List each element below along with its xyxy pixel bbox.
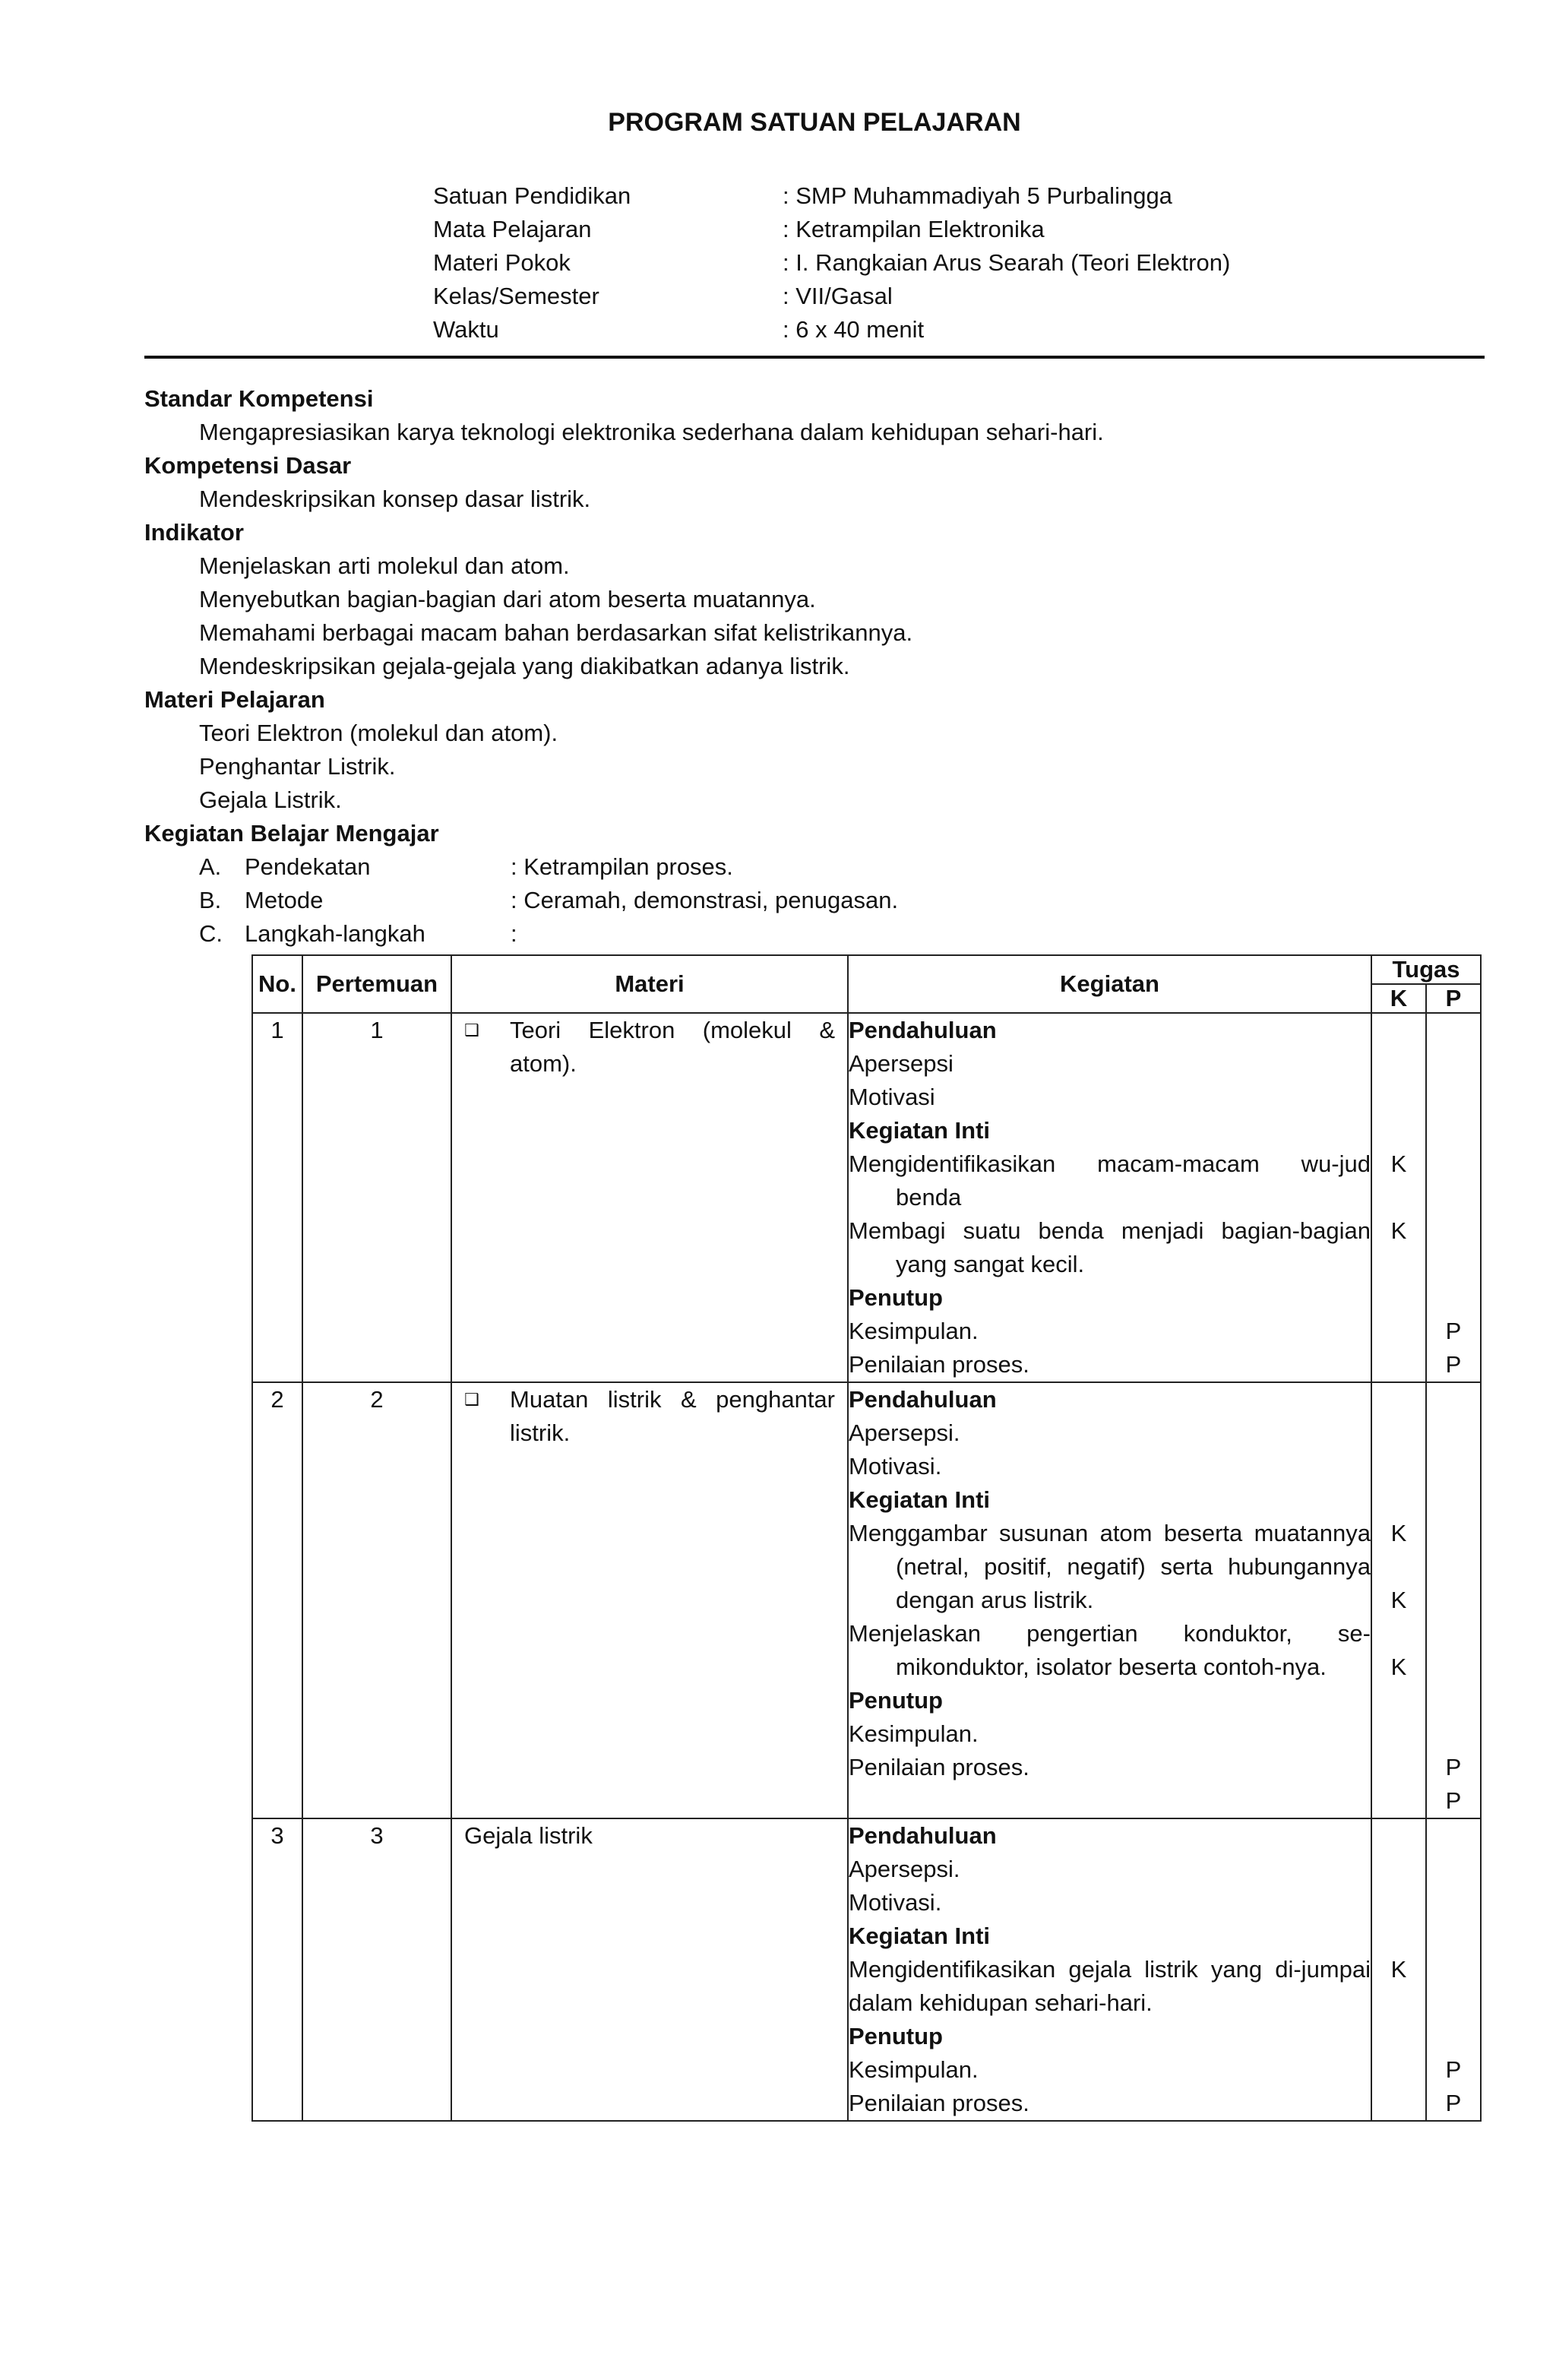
cell-kegiatan [848,1818,1371,2121]
checkbox-bullet-icon: ❑ [464,1021,479,1040]
info-label: Kelas/Semester [433,283,599,309]
kegiatan-step [144,917,1104,951]
cell-tugas-k [1371,1818,1426,2121]
section-heading: Indikator [144,519,244,546]
info-row [433,313,1230,347]
info-row [433,213,1230,246]
kegiatan-item: Motivasi. [849,1889,942,1916]
tugas-p-mark: P [1445,1318,1462,1344]
tugas-p-mark: P [1445,1351,1462,1378]
step-label: Langkah-langkah [245,920,425,947]
cell-kegiatan [848,1382,1371,1818]
info-value: : SMP Muhammadiyah 5 Purbalingga [783,182,1172,209]
document-title: PROGRAM SATUAN PELAJARAN [608,108,1021,137]
info-row [433,280,1230,313]
kegiatan-heading: Kegiatan Inti [849,1117,991,1144]
cell-materi [451,1382,848,1818]
kegiatan-item: Penilaian proses. [849,1754,1029,1780]
kegiatan-heading: Pendahuluan [849,1386,997,1413]
table-row [252,1818,1481,2121]
tugas-k-mark: K [1390,1150,1407,1177]
document-body [144,382,1104,951]
info-label: Waktu [433,316,499,343]
header-info [433,179,1230,347]
materi-text: Teori Elektron (molekul & atom). [510,1017,835,1077]
kegiatan-item: Motivasi [849,1084,935,1110]
table-row [252,1013,1481,1382]
kegiatan-item: Apersepsi. [849,1856,960,1882]
cell-no: 1 [252,1013,302,1382]
info-row [433,179,1230,213]
section-text: Mengapresiasikan karya teknologi elektronika sederhana dalam kehidupan sehari-hari. [199,419,1104,445]
cell-tugas-p [1426,1382,1481,1818]
kegiatan-item: Kesimpulan. [849,1720,979,1747]
header-k: K [1371,984,1426,1013]
materi-text: Muatan listrik & penghantar listrik. [510,1386,835,1446]
kegiatan-item: Apersepsi. [849,1419,960,1446]
info-value: : Ketrampilan Elektronika [783,216,1045,242]
tugas-k-mark: K [1390,1520,1407,1546]
step-letter: B. [199,887,222,913]
kegiatan-item: Penilaian proses. [849,1351,1029,1378]
tugas-p-mark: P [1445,2056,1462,2083]
section-text: Mendeskripsikan konsep dasar listrik. [199,486,591,512]
table-header-row [252,955,1481,984]
tugas-p-mark: P [1445,1754,1462,1780]
step-label: Pendekatan [245,853,371,880]
cell-tugas-k [1371,1013,1426,1382]
materi-item: Teori Elektron (molekul dan atom). [199,720,558,746]
section-heading: Materi Pelajaran [144,686,325,713]
materi-content [452,1014,847,1081]
header-divider [144,356,1485,359]
kegiatan-item: Penilaian proses. [849,2090,1029,2116]
kegiatan-heading: Penutup [849,2023,943,2049]
materi-content [452,1383,847,1450]
info-value: : I. Rangkaian Arus Searah (Teori Elektron) [783,249,1231,276]
step-letter: C. [199,920,223,947]
kegiatan-heading: Penutup [849,1284,943,1311]
cell-materi: Gejala listrik [451,1818,848,2121]
indikator-item: Menjelaskan arti molekul dan atom. [199,552,570,579]
step-value: : Ketrampilan proses. [511,853,733,880]
tugas-k-mark: K [1390,1654,1407,1680]
checkbox-bullet-icon: ❑ [464,1390,479,1409]
info-label: Materi Pokok [433,249,571,276]
cell-pertemuan: 3 [302,1818,451,2121]
kegiatan-activity: Membagi suatu benda menjadi bagian-bagian yang sangat kecil. [849,1217,1371,1277]
info-label: Satuan Pendidikan [433,182,631,209]
kegiatan-item: Apersepsi [849,1050,954,1077]
info-row [433,246,1230,280]
kegiatan-table [251,954,1482,2122]
indikator-item: Menyebutkan bagian-bagian dari atom beserta muatannya. [199,586,816,612]
section-heading: Kegiatan Belajar Mengajar [144,820,439,847]
header-no: No. [252,955,302,1013]
header-materi: Materi [451,955,848,1013]
header-p: P [1426,984,1481,1013]
materi-item: Penghantar Listrik. [199,753,396,780]
kegiatan-activity: Menjelaskan pengertian konduktor, se-mikonduktor, isolator beserta contoh-nya. [849,1620,1371,1680]
kegiatan-activity: Mengidentifikasikan macam-macam wu-jud benda [849,1150,1371,1211]
step-letter: A. [199,853,222,880]
header-kegiatan: Kegiatan [848,955,1371,1013]
kegiatan-heading: Kegiatan Inti [849,1923,991,1949]
tugas-k-mark: K [1390,1587,1407,1613]
section-heading: Standar Kompetensi [144,385,374,412]
header-pertemuan: Pertemuan [302,955,451,1013]
kegiatan-step [144,850,1104,884]
indikator-item: Memahami berbagai macam bahan berdasarkan sifat kelistrikannya. [199,619,913,646]
indikator-item: Mendeskripsikan gejala-gejala yang diakibatkan adanya listrik. [199,653,850,679]
kegiatan-heading: Kegiatan Inti [849,1486,991,1513]
tugas-p-mark: P [1445,1787,1462,1814]
info-value: : 6 x 40 menit [783,316,925,343]
step-label: Metode [245,887,324,913]
section-heading: Kompetensi Dasar [144,452,352,479]
kegiatan-activity: Mengidentifikasikan gejala listrik yang di-jumpai dalam kehidupan sehari-hari. [849,1956,1371,2016]
cell-pertemuan: 1 [302,1013,451,1382]
cell-no: 2 [252,1382,302,1818]
tugas-k-mark: K [1390,1956,1407,1983]
header-tugas: Tugas [1371,955,1481,984]
kegiatan-heading: Penutup [849,1687,943,1714]
info-label: Mata Pelajaran [433,216,592,242]
kegiatan-item: Kesimpulan. [849,1318,979,1344]
kegiatan-step [144,884,1104,917]
step-value: : [511,920,517,947]
cell-no: 3 [252,1818,302,2121]
step-value: : Ceramah, demonstrasi, penugasan. [511,887,899,913]
kegiatan-heading: Pendahuluan [849,1822,997,1849]
cell-tugas-k [1371,1382,1426,1818]
cell-tugas-p [1426,1013,1481,1382]
cell-kegiatan [848,1013,1371,1382]
cell-materi [451,1013,848,1382]
kegiatan-heading: Pendahuluan [849,1017,997,1043]
info-value: : VII/Gasal [783,283,893,309]
kegiatan-activity: Menggambar susunan atom beserta muatannya (netral, positif, negatif) serta hubungannya dengan arus listrik. [849,1520,1371,1613]
table-row [252,1382,1481,1818]
kegiatan-item: Motivasi. [849,1453,942,1480]
materi-item: Gejala Listrik. [199,786,342,813]
kegiatan-item: Kesimpulan. [849,2056,979,2083]
cell-pertemuan: 2 [302,1382,451,1818]
tugas-k-mark: K [1390,1217,1407,1244]
cell-tugas-p [1426,1818,1481,2121]
tugas-p-mark: P [1445,2090,1462,2116]
